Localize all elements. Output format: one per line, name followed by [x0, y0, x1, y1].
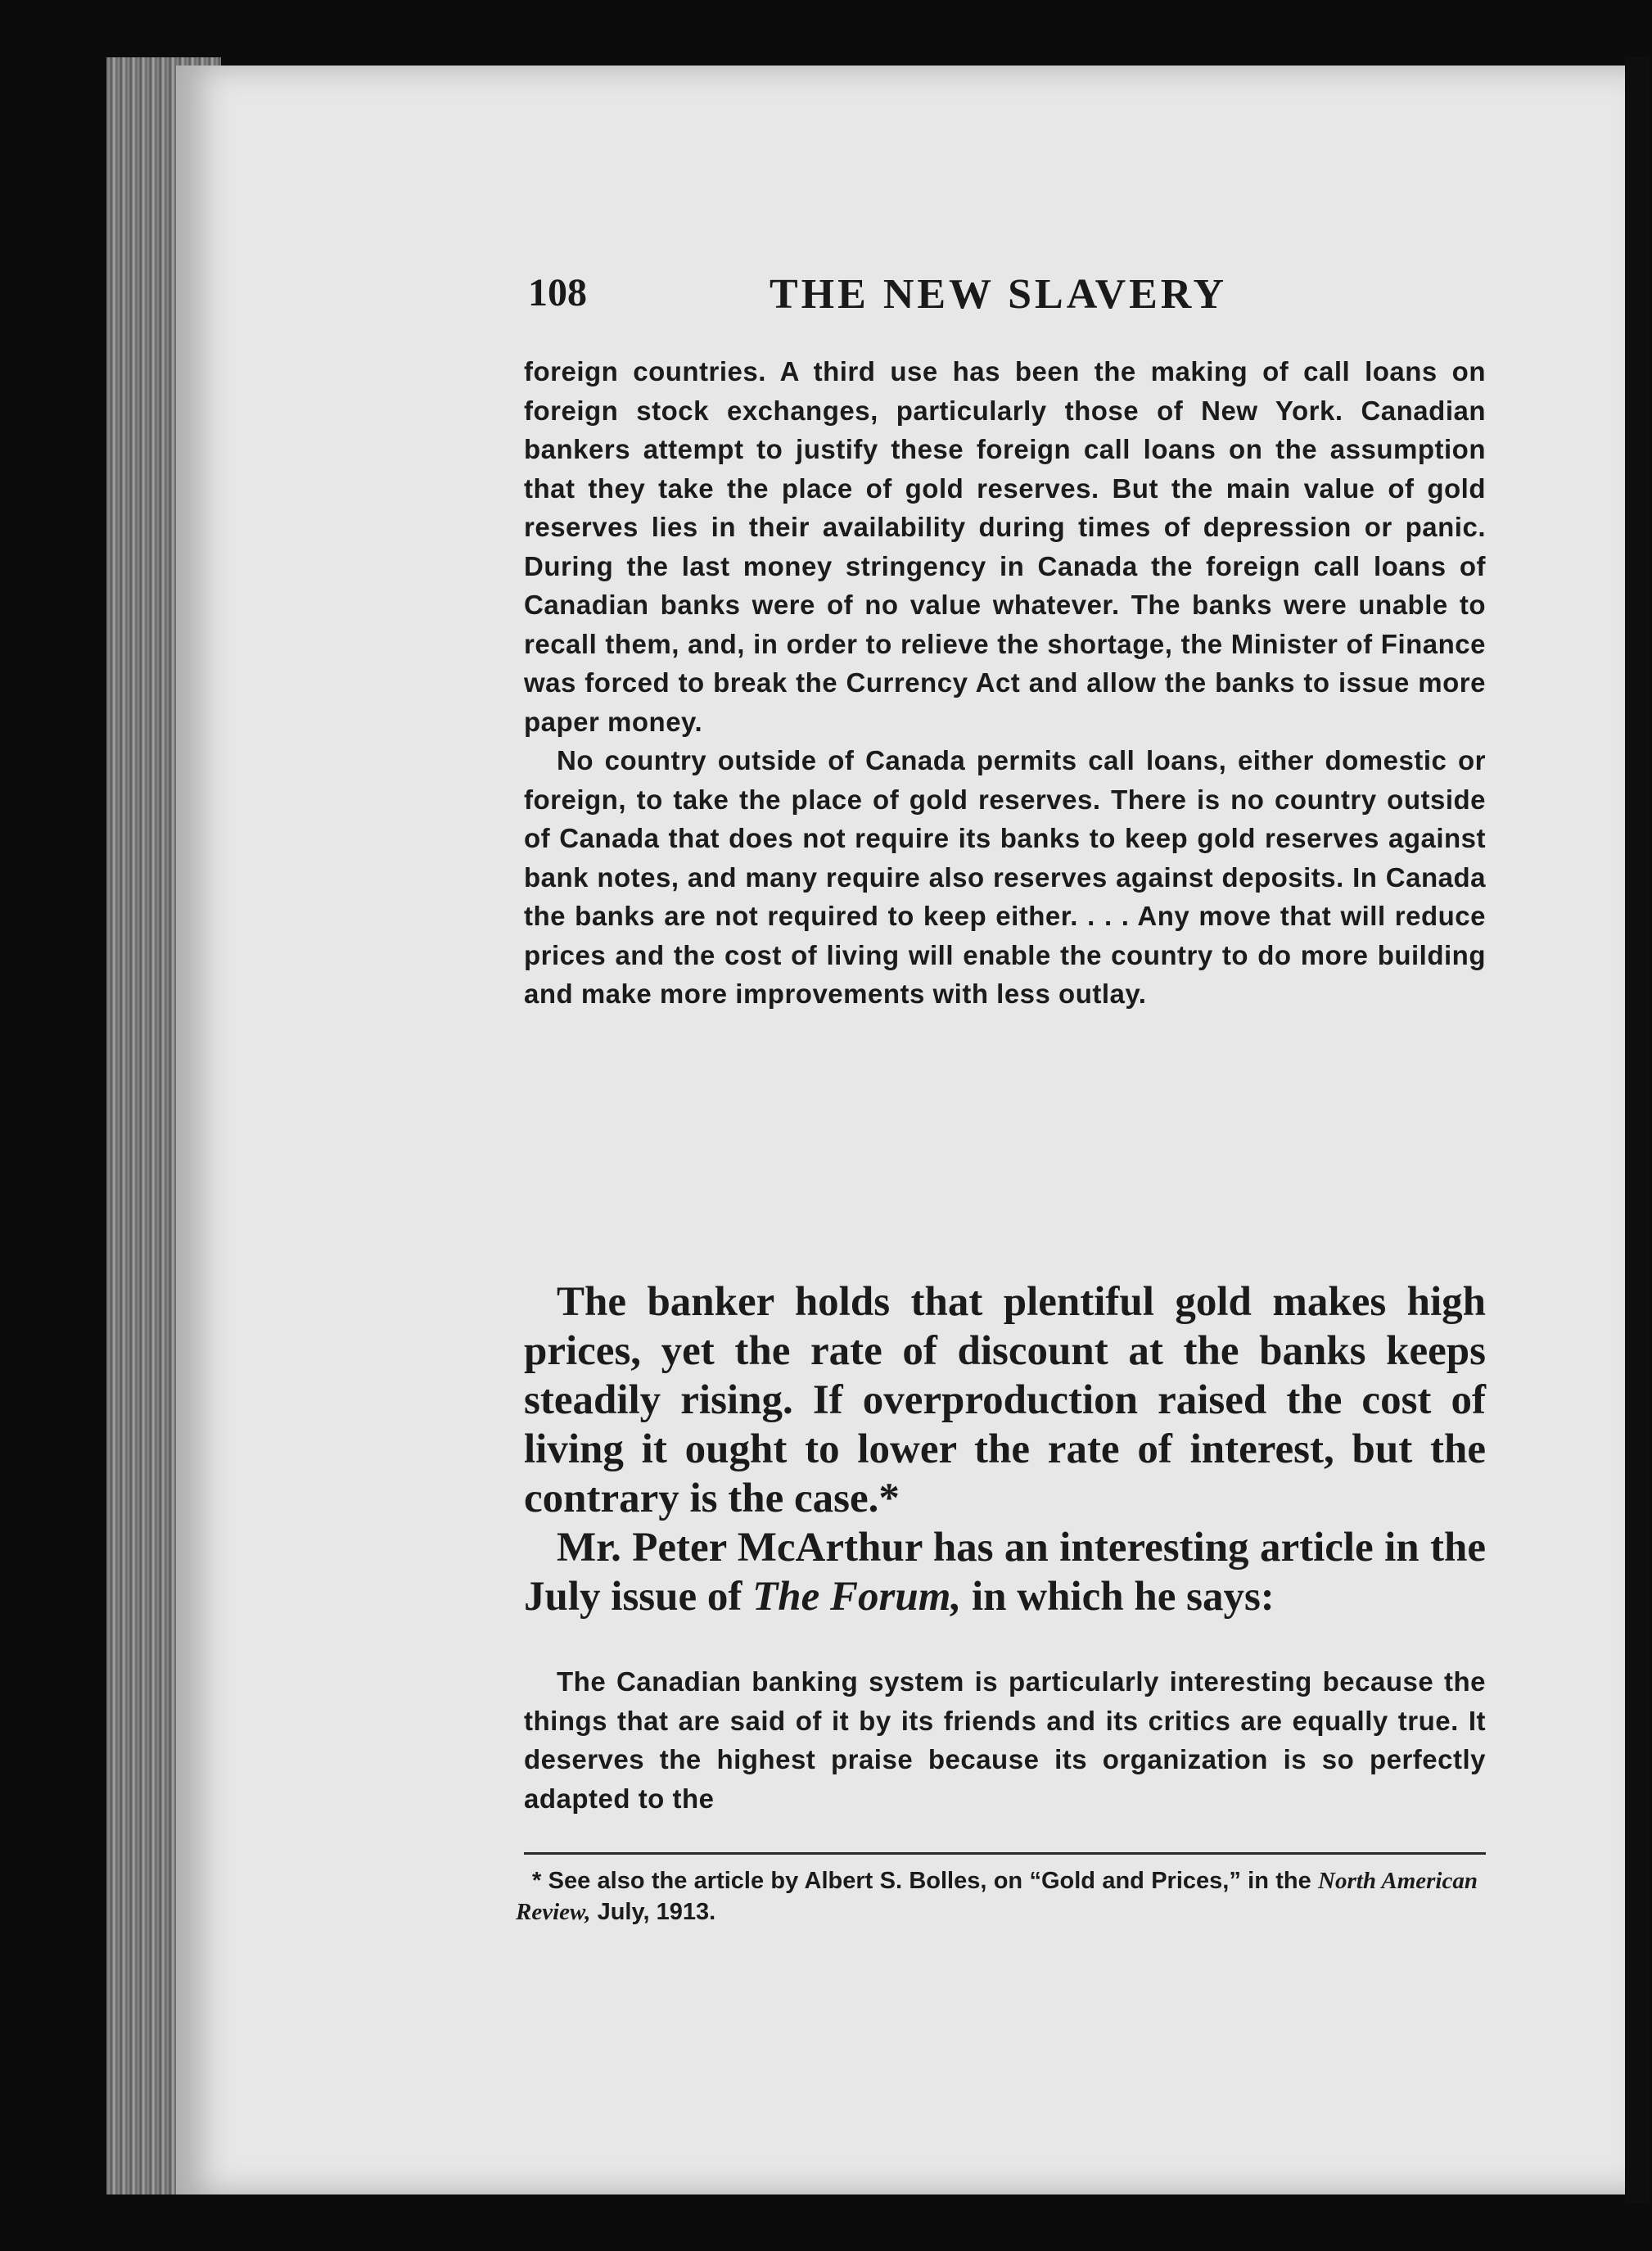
quote-paragraph: No country outside of Canada permits call loans, either domestic or foreign, to take the place of gold reserves. There is no country outside of Canada that does not require its banks to keep gold reserves against bank notes, and many require also reserves against deposits. In Canada the banks are not required to keep either. . . . Any move that will reduce prices and the cost of living will enable the country to do more building and make more improvements with less outlay. [524, 745, 1486, 1009]
running-title: THE NEW SLAVERY [770, 271, 1228, 318]
quote-paragraph: The Canadian banking system is particularly interesting because the things that are said of it by its friends and its critics are equally true. It deserves the highest praise because its organization is so perfectly adapted to the [524, 1666, 1486, 1814]
publication-title: The Forum, [752, 1574, 962, 1620]
body-paragraph: The banker holds that plentiful gold makes high prices, yet the rate of discount at the banks keeps steadily rising. If overproduction raised the cost of living it ought to lower the rate of interest, but the contrary is the case.* [524, 1279, 1486, 1521]
quoted-passage-1 [524, 352, 1486, 1014]
scan-border [1625, 57, 1650, 2203]
footnote-rule [524, 1852, 1486, 1855]
footnote-publication: North American Review, [516, 1868, 1478, 1925]
body-paragraph [524, 1523, 1486, 1621]
quoted-passage-2 [524, 1662, 1486, 1818]
footnote-text: July, 1913. [590, 1899, 716, 1925]
quote-paragraph: foreign countries. A third use has been the making of call loans on foreign stock exchanges, particularly those of New York. Canadian bankers attempt to justify these foreign call loans on the assumption that they take the place of gold reserves. But the main value of gold reserves lies in their availability during times of depression or panic. During the last money stringency in Canada the foreign call loans of Canadian banks were of no value whatever. The banks were unable to recall them, and, in order to relieve the shortage, the Minister of Finance was forced to break the Currency Act and allow the banks to issue more paper money. [524, 356, 1486, 737]
footnote-text: * See also the article by Albert S. Bolles, on “Gold and Prices,” in the [532, 1868, 1319, 1894]
page-number: 108 [528, 271, 587, 314]
body-text: in which he says: [961, 1574, 1275, 1620]
footnote [516, 1865, 1478, 1928]
body-text: Mr. Peter McArthur has an interesting article in the July issue of [524, 1525, 1486, 1620]
page-header [528, 270, 1265, 336]
body-passage [524, 1277, 1486, 1621]
